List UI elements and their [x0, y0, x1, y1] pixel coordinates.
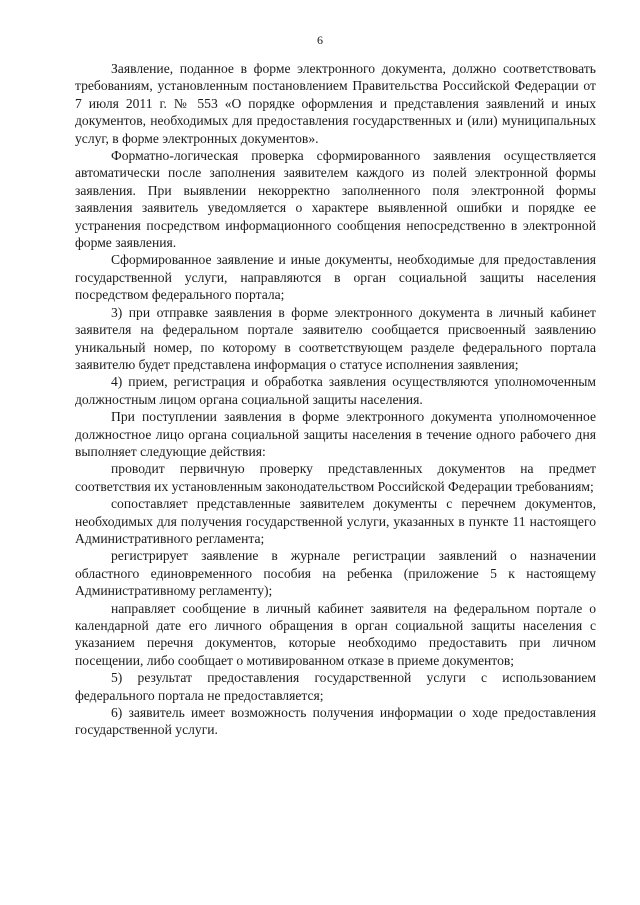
paragraph-item-3-unique-number: 3) при отправке заявления в форме электронного документа в личный кабинет заявителя на федеральном портале заявителю сообщается присвоенный заявлению уникальный номер, по которому в соответствующем разделе федерального портала заявителю будет представлена информация о статусе исполнения заявления;	[75, 304, 596, 372]
document-body	[75, 60, 596, 739]
paragraph-register-application: регистрирует заявление в журнале регистрации заявлений о назначении областного единовременного пособия на ребенка (приложение 5 к настоящему Административному регламенту);	[75, 548, 596, 599]
paragraph-format-logical-check: Форматно-логическая проверка сформированного заявления осуществляется автоматически после заполнения заявителем каждого из полей электронной формы заявления. При выявлении некорректно заполненного поля электронной формы заявления заявитель уведомляется о характере выявленной ошибки и порядке ее устранения посредством информационного сообщения непосредственно в электронной форме заявления.	[75, 148, 596, 251]
paragraph-item-5-result: 5) результат предоставления государственной услуги с использованием федерального портала не предоставляется;	[75, 670, 596, 703]
paragraph-primary-check: проводит первичную проверку представленных документов на предмет соответствия их установленным законодательством Российской Федерации требованиям;	[75, 461, 596, 494]
paragraph-send-message: направляет сообщение в личный кабинет заявителя на федеральном портале о календарной дате его личного обращения в орган социальной защиты населения с указанием перечня документов, которые необходимо предоставить при личном посещении, либо сообщает о мотивированном отказе в приеме документов;	[75, 600, 596, 668]
paragraph-upon-receipt: При поступлении заявления в форме электронного документа уполномоченное должностное лицо органа социальной защиты населения в течение одного рабочего дня выполняет следующие действия:	[75, 409, 596, 459]
paragraph-compare-documents: сопоставляет представленные заявителем документы с перечнем документов, необходимых для получения государственной услуги, указанных в пункте 11 настоящего Административного регламента;	[75, 496, 596, 546]
page-number: 6	[317, 33, 323, 47]
paragraph-application-sent: Сформированное заявление и иные документы, необходимые для предоставления государственной услуги, направляются в орган социальной защиты населения посредством федерального портала;	[75, 252, 596, 303]
paragraph-item-6-information: 6) заявитель имеет возможность получения информации о ходе предоставления государственной услуги.	[75, 705, 596, 738]
paragraph-electronic-application-requirements: Заявление, поданное в форме электронного документа, должно соответствовать требованиям, установленным постановлением Правительства Российской Федерации от 7 июля 2011 г. № 553 «О порядке оформления и представления заявлений и иных документов, необходимых для предоставления государственных и (или) муниципальных услуг, в форме электронных документов».	[75, 61, 596, 146]
paragraph-item-4-reception: 4) прием, регистрация и обработка заявления осуществляются уполномоченным должностным лицом органа социальной защиты населения.	[75, 374, 596, 407]
